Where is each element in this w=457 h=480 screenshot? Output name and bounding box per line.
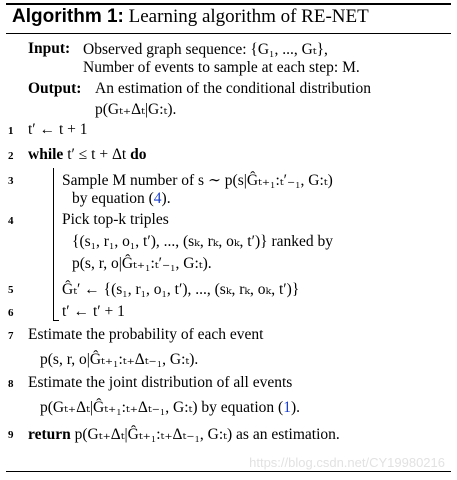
equation-suffix: ).: [161, 190, 171, 207]
watermark: https://blog.csdn.net/CY19980216: [249, 455, 445, 470]
output-text: An estimation of the conditional distribution: [95, 80, 371, 97]
algorithm-label: Algorithm 1:: [12, 6, 124, 27]
line-number: 2: [8, 150, 14, 162]
return-expression: p(Gₜ₊Δₜ|Ĝₜ₊₁:ₜ₊Δₜ₋₁, G:ₜ) as an estimation.: [74, 426, 340, 443]
title-rule: [6, 33, 451, 34]
algorithm-title: [12, 6, 369, 28]
step-text: t′ ← t + 1: [28, 121, 88, 138]
line-number: 4: [8, 215, 14, 227]
step-text-cont: {(s₁, r₁, o₁, t′), ..., (sₖ, rₖ, oₖ, t′)} ranked by: [72, 233, 334, 250]
loop-body-end-tick: [53, 320, 59, 321]
return-clause: [28, 425, 340, 444]
top-rule: [6, 3, 451, 5]
output-keyword: Output:: [28, 80, 82, 97]
step-text: Sample M number of s ∼ p(s|Ĝₜ₊₁:ₜ′₋₁, G:ₜ): [62, 172, 333, 189]
return-keyword: return: [28, 426, 71, 443]
output-text-2: p(Gₜ₊Δₜ|G:ₜ).: [95, 101, 177, 118]
input-text: Observed graph sequence: {G₁, ..., Gₜ},: [83, 41, 328, 58]
step-text-cont: p(s, r, o|Ĝₜ₊₁:ₜ′₋₁, G:ₜ).: [72, 255, 212, 272]
while-condition: t′ ≤ t + Δt: [67, 146, 127, 163]
step-text: Estimate the probability of each event: [28, 326, 264, 343]
algorithm-name: Learning algorithm of RE-NET: [128, 6, 369, 27]
line-number: 1: [8, 125, 14, 137]
loop-body-bar: [53, 168, 54, 320]
step-text: Pick top-k triples: [62, 211, 169, 228]
step-text: Estimate the joint distribution of all events: [28, 374, 293, 391]
step-text: t′ ← t′ + 1: [62, 303, 125, 320]
line-number: 7: [8, 330, 14, 342]
equation-ref-link[interactable]: 4: [153, 190, 162, 207]
step-text-cont: [40, 398, 300, 417]
equation-prefix: p(Gₜ₊Δₜ|Ĝₜ₊₁:ₜ₊Δₜ₋₁, G:ₜ) by equation (: [40, 399, 284, 416]
line-number: 9: [8, 429, 14, 441]
while-clause: [28, 146, 146, 164]
step-text-cont: [72, 190, 171, 208]
step-text-cont: p(s, r, o|Ĝₜ₊₁:ₜ₊Δₜ₋₁, G:ₜ).: [40, 351, 199, 368]
equation-ref-link[interactable]: 1: [283, 399, 291, 416]
while-keyword: while: [28, 146, 64, 163]
line-number: 3: [8, 175, 14, 187]
equation-suffix: ).: [290, 399, 300, 416]
do-keyword: do: [130, 146, 147, 163]
input-text-2: Number of events to sample at each step: M.: [83, 59, 360, 76]
line-number: 6: [8, 307, 14, 319]
equation-prefix: by equation (: [72, 190, 154, 207]
input-keyword: Input:: [28, 40, 71, 57]
bottom-rule: [6, 471, 451, 472]
step-text: Ĝₜ′ ← {(s₁, r₁, o₁, t′), ..., (sₖ, rₖ, oₖ, t′)}: [62, 281, 300, 298]
line-number: 5: [8, 284, 14, 296]
line-number: 8: [8, 378, 14, 390]
